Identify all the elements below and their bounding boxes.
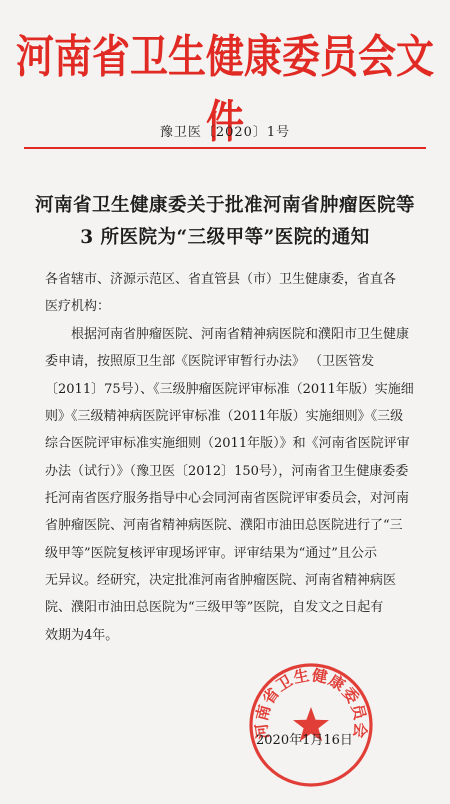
body-line: 托河南省医疗服务指导中心会同河南省医院评审委员会，对河南 [45,491,410,506]
body-line: 委申请，按照原卫生部《医院评审暂行办法》 （卫医管发 [45,354,375,369]
issue-date: 2020年1月16日 [256,733,353,748]
body-line: 无异议。经研究，决定批准河南省肿瘤医院、河南省精神病医 [45,573,397,588]
body-line: 办法（试行）》（豫卫医〔2012〕150号），河南省卫生健康委委 [45,464,409,479]
body-line: 院、濮阳市油田总医院为“三级甲等”医院，自发文之日起有 [45,600,384,615]
body-line: 根据河南省肿瘤医院、河南省精神病医院和濮阳市卫生健康 [71,327,410,342]
body-line: 则》《三级精神病医院评审标准（2011年版）实施细则》《三级 [45,409,404,424]
body-line: 各省辖市、济源示范区、省直管县（市）卫生健康委，省直各 [45,272,397,287]
notice-title-line-2: 3 所医院为“三级甲等”医院的通知 [80,227,370,248]
seal-text: 河南省卫生健康委员会 [251,665,371,741]
body-line: 级甲等”医院复核评审现场评审。评审结果为“通过”且公示 [45,546,377,561]
body-line: 省肿瘤医院、河南省精神病医院、濮阳市油田总医院进行了“三 [45,518,403,533]
document-number: 豫卫医〔2020〕1号 [159,125,291,140]
body-line: 综合医院评审标准实施细则（2011年版）》和《河南省医院评审 [45,436,410,451]
body-line: 〔2011〕75号）、《三级肿瘤医院评审标准（2011年版）实施细 [45,382,414,397]
document-header: 河南省卫生健康委员会文件 [15,29,434,148]
notice-title-line-1: 河南省卫生健康委关于批准河南省肿瘤医院等 [34,195,415,216]
official-seal-stamp [246,660,376,790]
body-line: 医疗机构： [45,299,111,314]
body-line: 效期为4年。 [45,628,119,643]
red-divider [24,147,426,149]
